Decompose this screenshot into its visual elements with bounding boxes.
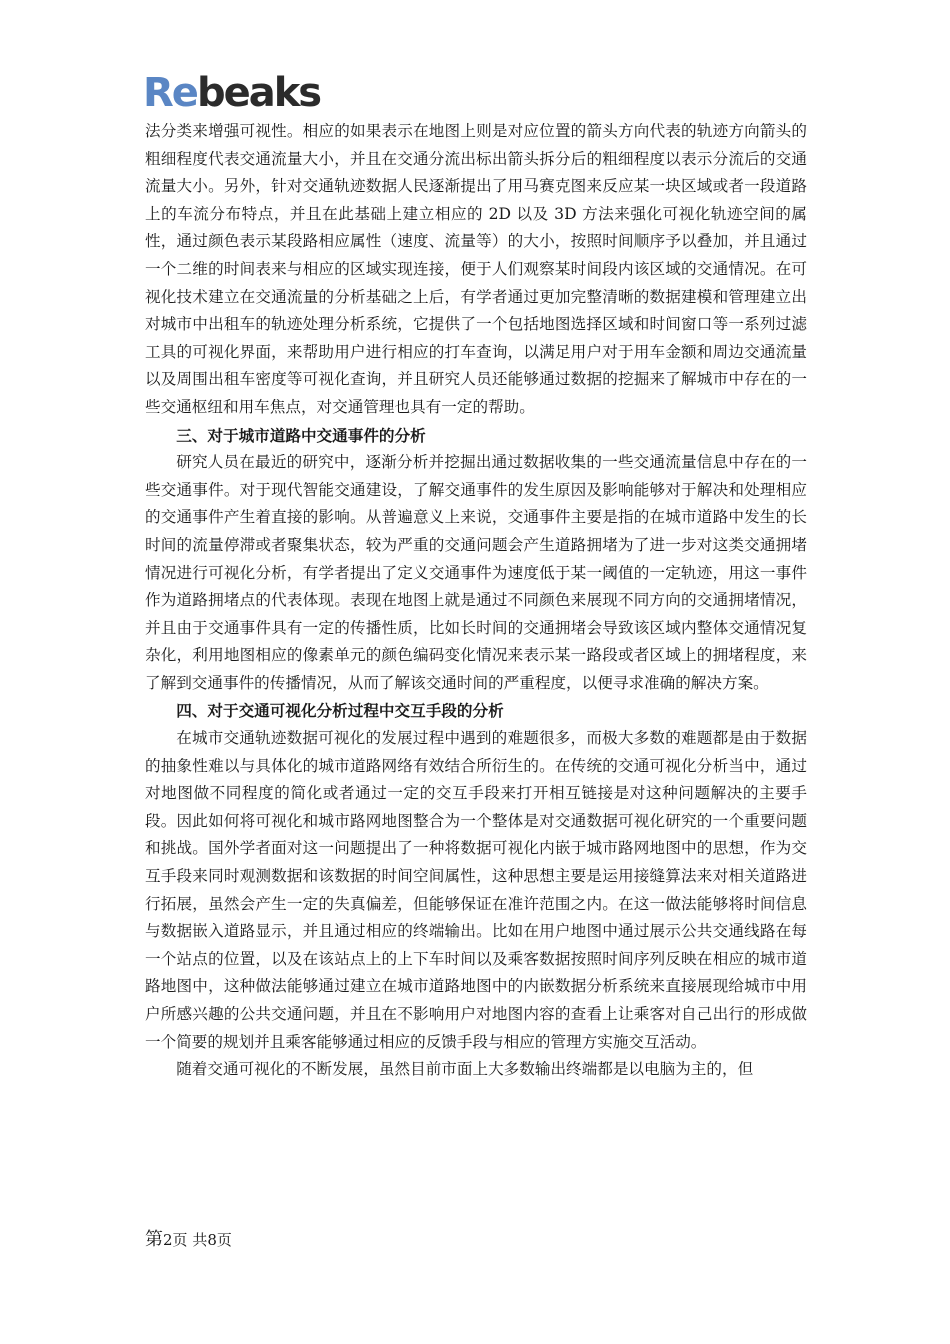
section-heading-3: 三、对于城市道路中交通事件的分析 [176, 425, 426, 445]
footer-suffix: 页 [216, 1231, 232, 1249]
paragraph-trailing: 随着交通可视化的不断发展，虽然目前市面上大多数输出终端都是以电脑为主的，但 [176, 1060, 754, 1079]
footer-prefix: 第 [145, 1229, 163, 1250]
page-footer [145, 1228, 232, 1252]
paragraph-interaction: 在城市交通轨迹数据可视化的发展过程中遇到的难题很多，而极大多数的难题都是由于数据的抽象性难以与具体化的城市道路网络有效结合所衍生的。在传统的交通可视化分析当中，通过对地图做不同程度的简化或者通过一定的交互手段来打开相互链接是对这种问题解决的主要手段。因此如何将可视化和城市路网地图整合为一个整体是对交通数据可视化研究的一个重要问题和挑战。国外学者面对这一问题提出了一种将数据可视化内嵌于城市路网地图中的思想，作为交互手段来同时观测数据和该数据的时间空间属性，这种思想主要是运用接缝算法来对相关道路进行拓展，虽然会产生一定的失真偏差，但能够保证在准许范围之内。在这一做法能够将时间信息与数据嵌入道路显示，并且通过相应的终端输出。比如在用户地图中通过展示公共交通线路在每一个站点的位置，以及在该站点上的上下车时间以及乘客数据按照时间序列反映在相应的城市道路地图中，这种做法能够通过建立在城市道路地图中的内嵌数据分析系统来直接展现给城市中用户所感兴趣的公共交通问题，并且在不影响用户对地图内容的查看上让乘客对自己出行的形成做一个简要的规划并且乘客能够通过相应的反馈手段与相应的管理方实施交互活动。 [145, 729, 807, 1051]
brand-logo [143, 72, 320, 114]
paragraph-traffic-events: 研究人员在最近的研究中，逐渐分析并挖掘出通过数据收集的一些交通流量信息中存在的一些交通事件。对于现代智能交通建设，了解交通事件的发生原因及影响能够对于解决和处理相应的交通事件产生着直接的影响。从普遍意义上来说，交通事件主要是指的在城市道路中发生的长时间的流量停滞或者聚集状态，较为严重的交通问题会产生道路拥堵为了进一步对这类交通拥堵情况进行可视化分析，有学者提出了定义交通事件为速度低于某一阈值的一定轨迹，用这一事件作为道路拥堵点的代表体现。表现在地图上就是通过不同颜色来展现不同方向的交通拥堵情况，并且由于交通事件具有一定的传播性质，比如长时间的交通拥堵会导致该区域内整体交通情况复杂化，利用地图相应的像素单元的颜色编码变化情况来表示某一路段或者区域上的拥堵程度，来了解到交通事件的传播情况，从而了解该交通时间的严重程度，以便寻求准确的解决方案。 [145, 453, 807, 692]
section-heading-4: 四、对于交通可视化分析过程中交互手段的分析 [176, 701, 504, 721]
footer-mid: 页 共 [172, 1231, 208, 1249]
footer-page-total: 8 [207, 1231, 217, 1249]
document-body [145, 118, 807, 1084]
footer-page-number: 2 [163, 1231, 173, 1249]
logo-text-re: Re [143, 70, 197, 116]
logo-text-beaks: beaks [196, 70, 321, 116]
paragraph-continuation: 法分类来增强可视性。相应的如果表示在地图上则是对应位置的箭头方向代表的轨迹方向箭头的粗细程度代表交通流量大小，并且在交通分流出标出箭头拆分后的粗细程度以表示分流后的交通流量大小。另外，针对交通轨迹数据人民逐渐提出了用马赛克图来反应某一块区域或者一段道路上的车流分布特点，并且在此基础上建立相应的 2D 以及 3D 方法来强化可视化轨迹空间的属性，通过颜色表示某段路相应属性（速度、流量等）的大小，按照时间顺序予以叠加，并且通过一个二维的时间表来与相应的区域实现连接，便于人们观察某时间段内该区域的交通情况。在可视化技术建立在交通流量的分析基础之上后，有学者通过更加完整清晰的数据建模和管理建立出对城市中出租车的轨迹处理分析系统，它提供了一个包括地图选择区域和时间窗口等一系列过滤工具的可视化界面，来帮助用户进行相应的打车查询，以满足用户对于用车金额和周边交通流量以及周围出租车密度等可视化查询，并且研究人员还能够通过数据的挖掘来了解城市中存在的一些交通枢纽和用车焦点，对交通管理也具有一定的帮助。 [145, 122, 807, 416]
